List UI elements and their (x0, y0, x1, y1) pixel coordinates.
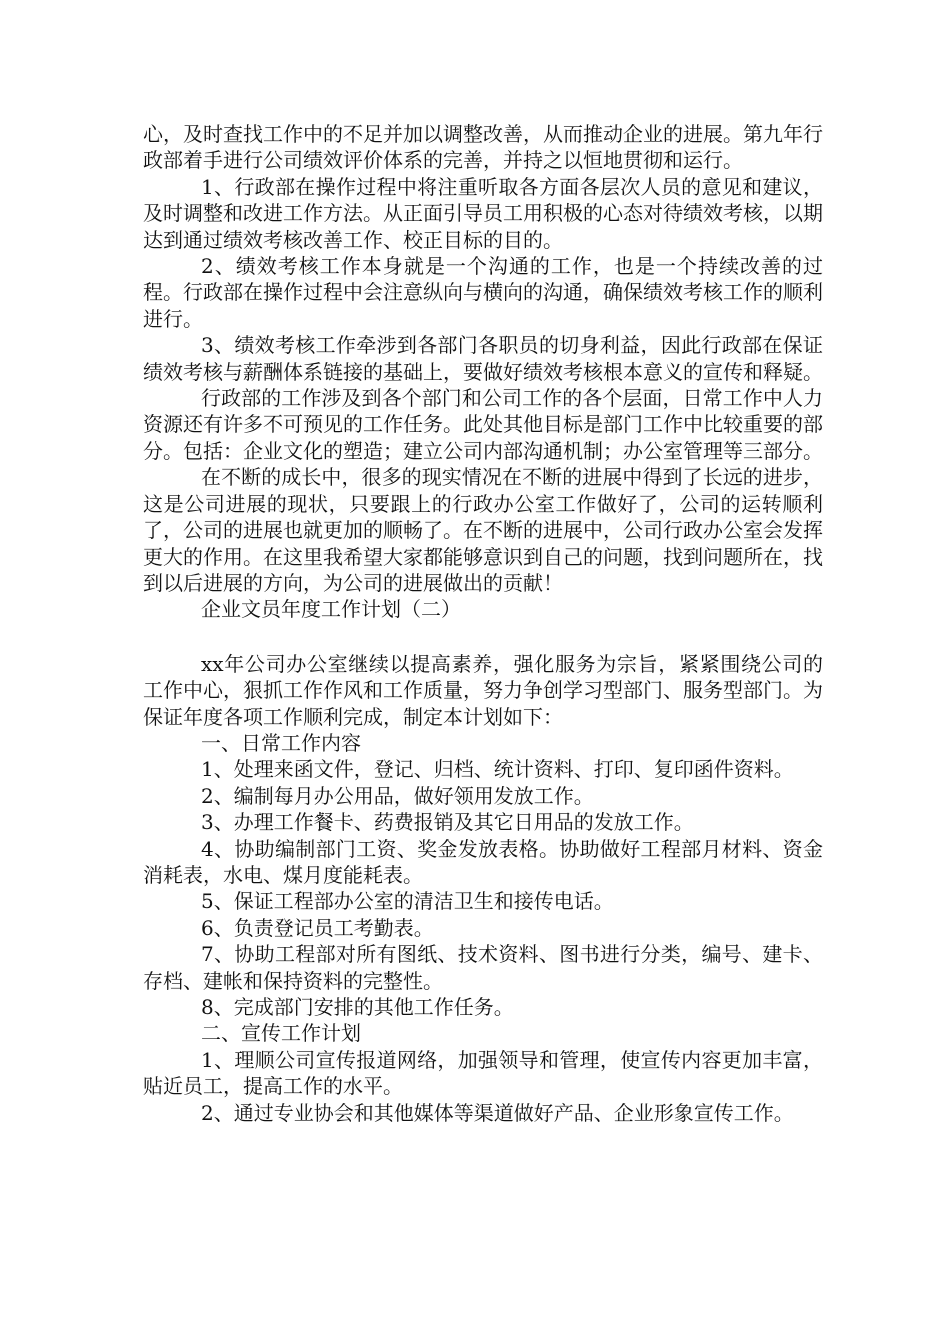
section-heading: 一、日常工作内容 (201, 730, 361, 755)
paragraph: 1、行政部在操作过程中将注重听取各方面各层次人员的意见和建议，及时调整和改进工作方法。从正面引导员工用积极的心态对待绩效考核，以期达到通过绩效考核改善工作、校正目标的目的。 (143, 174, 823, 252)
list-item: 8、完成部门安排的其他工作任务。 (201, 995, 514, 1019)
paragraph: 3、绩效考核工作牵涉到各部门各职员的切身利益，因此行政部在保证绩效考核与薪酬体系链接的基础上，要做好绩效考核根本意义的宣传和释疑。 (143, 333, 823, 384)
paragraph: 在不断的成长中，很多的现实情况在不断的进展中得到了长远的进步，这是公司进展的现状，只要跟上的行政办公室工作做好了，公司的运转顺利了，公司的进展也就更加的顺畅了。在不断的进展中，公司行政办公室会发挥更大的作用。在这里我希望大家都能够意识到自己的问题，找到问题所在，找到以后进展的方向，为公司的进展做出的贡献！ (143, 465, 823, 595)
paragraph: 心，及时查找工作中的不足并加以调整改善，从而推动企业的进展。第九年行政部着手进行公司绩效评价体系的完善，并持之以恒地贯彻和运行。 (143, 122, 823, 173)
list-item: 2、编制每月办公用品，做好领用发放工作。 (201, 783, 594, 808)
document-body (143, 121, 823, 1126)
list-item: 5、保证工程部办公室的清洁卫生和接传电话。 (201, 889, 614, 914)
list-item: 7、协助工程部对所有图纸、技术资料、图书进行分类，编号、建卡、存档、建帐和保持资料的完整性。 (143, 942, 823, 993)
section-heading: 二、宣传工作计划 (201, 1021, 361, 1046)
list-item: 4、协助编制部门工资、奖金发放表格。协助做好工程部月材料、资金消耗表，水电、煤月度能耗表。 (143, 836, 823, 887)
list-item: 1、处理来函文件，登记、归档、统计资料、打印、复印函件资料。 (201, 757, 794, 782)
paragraph: 行政部的工作涉及到各个部门和公司工作的各个层面，日常工作中人力资源还有许多不可预见的工作任务。此处其他目标是部门工作中比较重要的部分。包括：企业文化的塑造；建立公司内部沟通机制；办公室管理等三部分。 (143, 386, 823, 463)
section-title: 企业文员年度工作计划（二） (201, 597, 461, 622)
list-item: 1、理顺公司宣传报道网络，加强领导和管理，使宣传内容更加丰富，贴近员工，提高工作的水平。 (143, 1047, 823, 1099)
list-item: 3、办理工作餐卡、药费报销及其它日用品的发放工作。 (201, 810, 694, 835)
paragraph: 2、绩效考核工作本身就是一个沟通的工作，也是一个持续改善的过程。行政部在操作过程中会注意纵向与横向的沟通，确保绩效考核工作的顺利进行。 (143, 254, 823, 331)
list-item: 2、通过专业协会和其他媒体等渠道做好产品、企业形象宣传工作。 (201, 1100, 794, 1125)
list-item: 6、负责登记员工考勤表。 (201, 915, 434, 940)
paragraph: xx年公司办公室继续以提高素养，强化服务为宗旨，紧紧围绕公司的工作中心，狠抓工作作风和工作质量，努力争创学习型部门、服务型部门。为保证年度各项工作顺利完成，制定本计划如下： (143, 651, 823, 729)
